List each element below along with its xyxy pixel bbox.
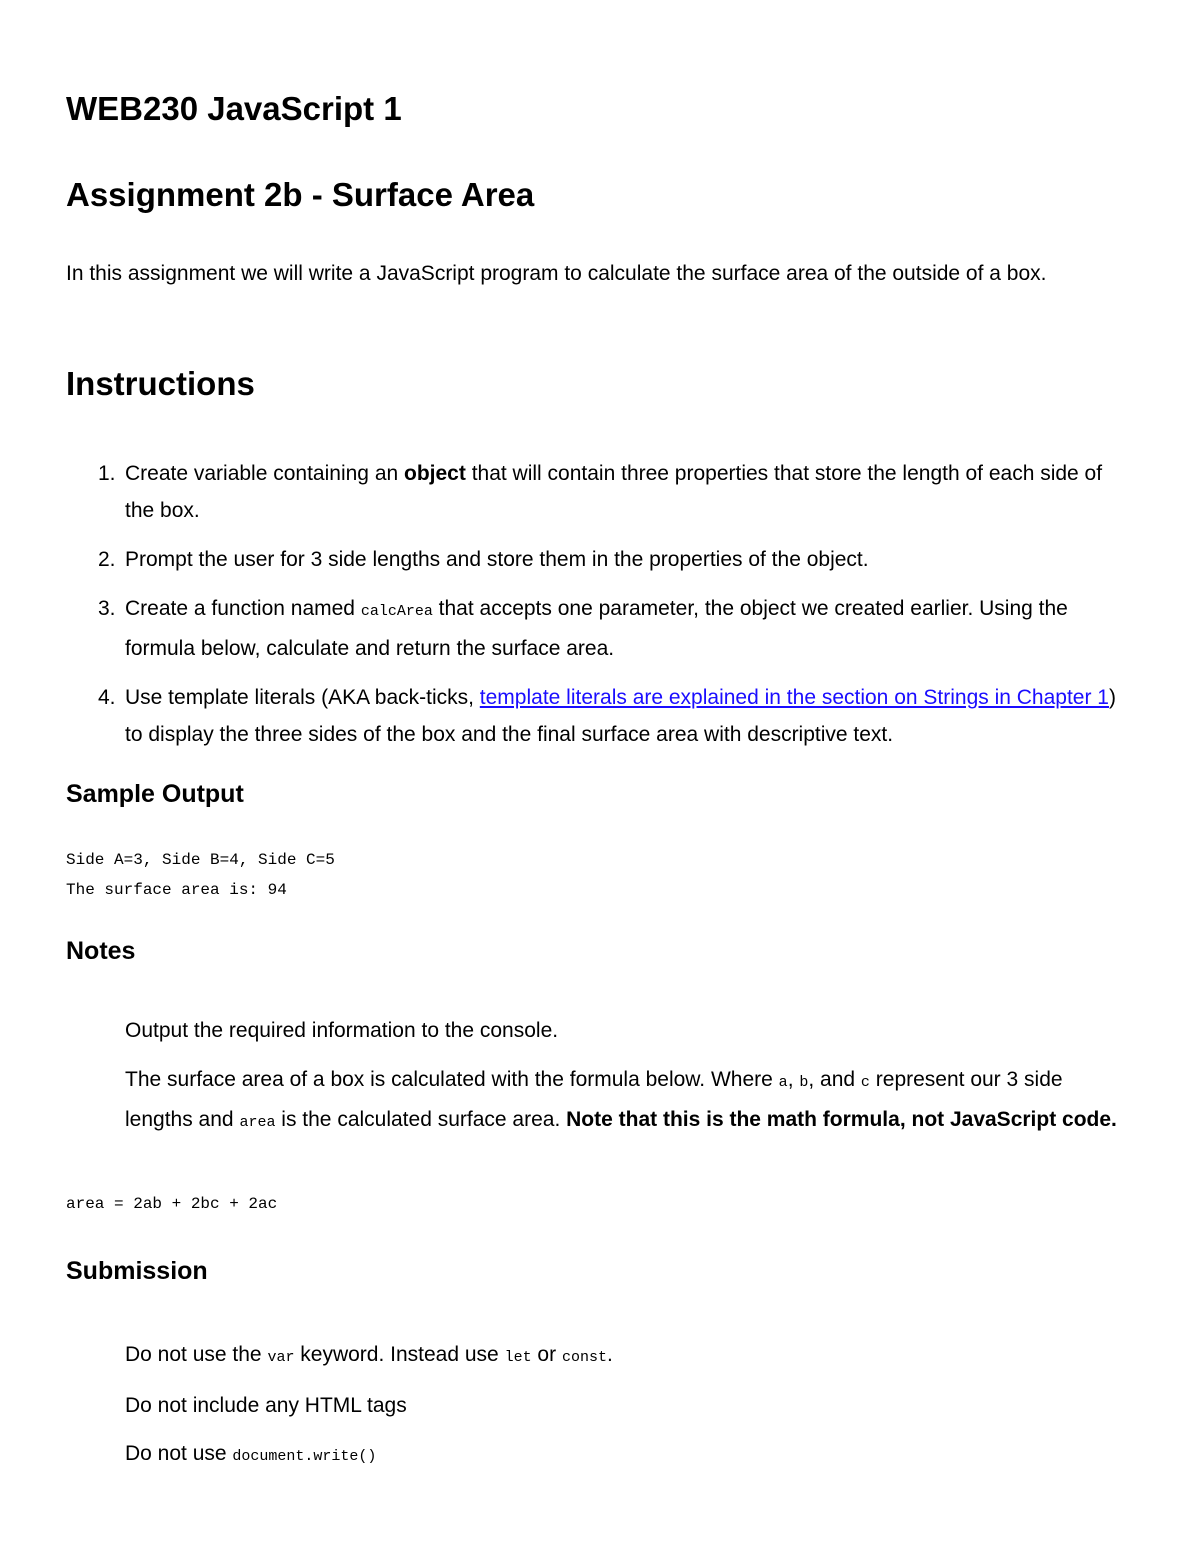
formula: area = 2ab + 2bc + 2ac [66, 1195, 278, 1213]
step-bold-text: object [404, 462, 466, 485]
instructions-list [66, 455, 1136, 765]
step-text: that will contain three properties that store the length of each side of the box. [125, 462, 1103, 522]
submission-rule [125, 1435, 1136, 1475]
template-literals-link[interactable]: template literals are explained in the section on Strings in Chapter 1 [479, 686, 1109, 709]
sample-output-block [66, 845, 335, 905]
step-number: 3. [98, 597, 116, 620]
rule-text: Do not use the [125, 1343, 268, 1366]
submission-heading: Submission [66, 1257, 208, 1285]
notes-block [125, 1012, 1136, 1153]
submission-rule: Do not include any HTML tags [125, 1394, 407, 1417]
sample-output-heading: Sample Output [66, 780, 244, 808]
notes-bold-text: Note that this is the math formula, not JavaScript code. [566, 1108, 1117, 1131]
step-number: 4. [98, 686, 116, 709]
notes-text: represent our 3 side lengths and [125, 1068, 1063, 1131]
step-text: Use template literals (AKA back-ticks, [125, 686, 480, 709]
course-title: WEB230 JavaScript 1 [66, 90, 402, 127]
sample-output-line: The surface area is: 94 [66, 881, 287, 899]
inline-code: let [504, 1349, 532, 1366]
rule-text: or [531, 1343, 562, 1366]
submission-block [125, 1336, 1136, 1486]
step-text: Prompt the user for 3 side lengths and store them in the properties of the object. [125, 548, 869, 571]
instructions-heading: Instructions [66, 365, 255, 402]
assignment-title: Assignment 2b - Surface Area [66, 176, 535, 213]
notes-heading: Notes [66, 937, 136, 965]
inline-code: const [561, 1349, 607, 1366]
submission-rule [125, 1336, 1136, 1376]
sample-output-line: Side A=3, Side B=4, Side C=5 [66, 851, 335, 869]
rule-text: keyword. Instead use [294, 1343, 505, 1366]
step-number: 1. [98, 462, 116, 485]
inline-code: c [860, 1074, 870, 1091]
list-item [66, 541, 1136, 578]
notes-text: , and [808, 1068, 861, 1091]
notes-paragraph [125, 1061, 1136, 1141]
notes-line: Output the required information to the console. [125, 1019, 559, 1042]
step-text: Create variable containing an [125, 462, 405, 485]
inline-code: area [239, 1114, 276, 1131]
step-number: 2. [98, 548, 116, 571]
intro-paragraph: In this assignment we will write a JavaScript program to calculate the surface area of the outside of a box. [66, 262, 1047, 285]
list-item [66, 590, 1136, 667]
inline-code: a [778, 1074, 788, 1091]
inline-code: calcArea [360, 603, 433, 620]
step-text: ) to display the three sides of the box and the final surface area with descriptive text. [125, 686, 1116, 746]
step-text: that accepts one parameter, the object we created earlier. Using the formula below, calculate and return the surface area. [125, 597, 1068, 660]
rule-text: Do not use [125, 1442, 233, 1465]
list-item [66, 679, 1136, 753]
step-text: Create a function named [125, 597, 361, 620]
notes-text: The surface area of a box is calculated with the formula below. Where [125, 1068, 779, 1091]
notes-text: , [787, 1068, 800, 1091]
rule-text: . [606, 1343, 613, 1366]
inline-code: var [267, 1349, 295, 1366]
inline-code: b [799, 1074, 809, 1091]
inline-code: document.write() [232, 1448, 377, 1465]
notes-text: is the calculated surface area. [275, 1108, 567, 1131]
list-item [66, 455, 1136, 529]
